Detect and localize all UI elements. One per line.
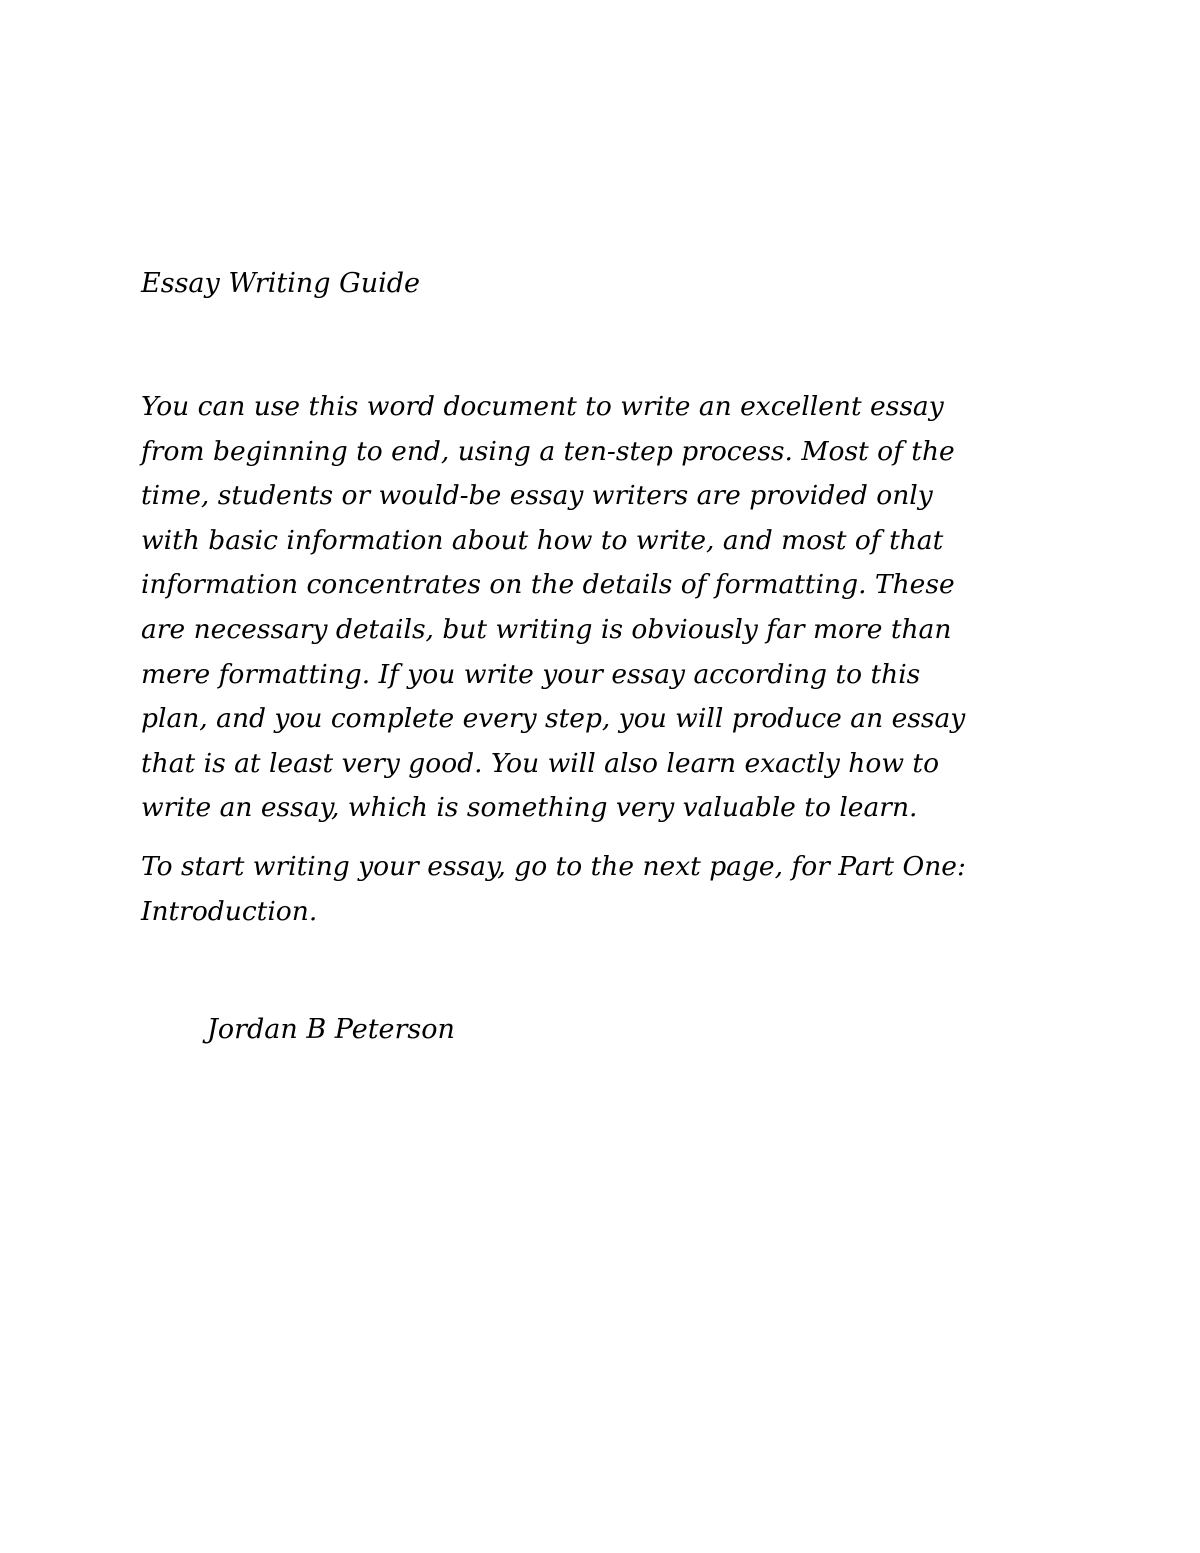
paragraph-line: time, students or would-be essay writers are provided only: [141, 480, 933, 512]
paragraph-line: information concentrates on the details of formatting. These: [141, 569, 955, 601]
intro-paragraph: [141, 385, 1041, 831]
document-title: Essay Writing Guide: [141, 268, 421, 299]
paragraph-line: mere formatting. If you write your essay according to this: [141, 658, 921, 690]
paragraph-line: are necessary details, but writing is obviously far more than: [141, 613, 952, 645]
paragraph-line: write an essay, which is something very valuable to learn.: [141, 792, 918, 824]
paragraph-line: from beginning to end, using a ten-step process. Most of the: [141, 435, 955, 467]
paragraph-line: that is at least very good. You will also learn exactly how to: [141, 747, 940, 779]
paragraph-line: with basic information about how to write, and most of that: [141, 524, 944, 556]
author-signature: Jordan B Peterson: [207, 1014, 455, 1045]
paragraph-line: You can use this word document to write an excellent essay: [141, 391, 944, 422]
paragraph-line: Introduction.: [141, 895, 318, 927]
paragraph-line: To start writing your essay, go to the next page, for Part One:: [141, 851, 966, 882]
paragraph-line: plan, and you complete every step, you will produce an essay: [141, 703, 966, 735]
next-step-paragraph: [141, 845, 1041, 934]
